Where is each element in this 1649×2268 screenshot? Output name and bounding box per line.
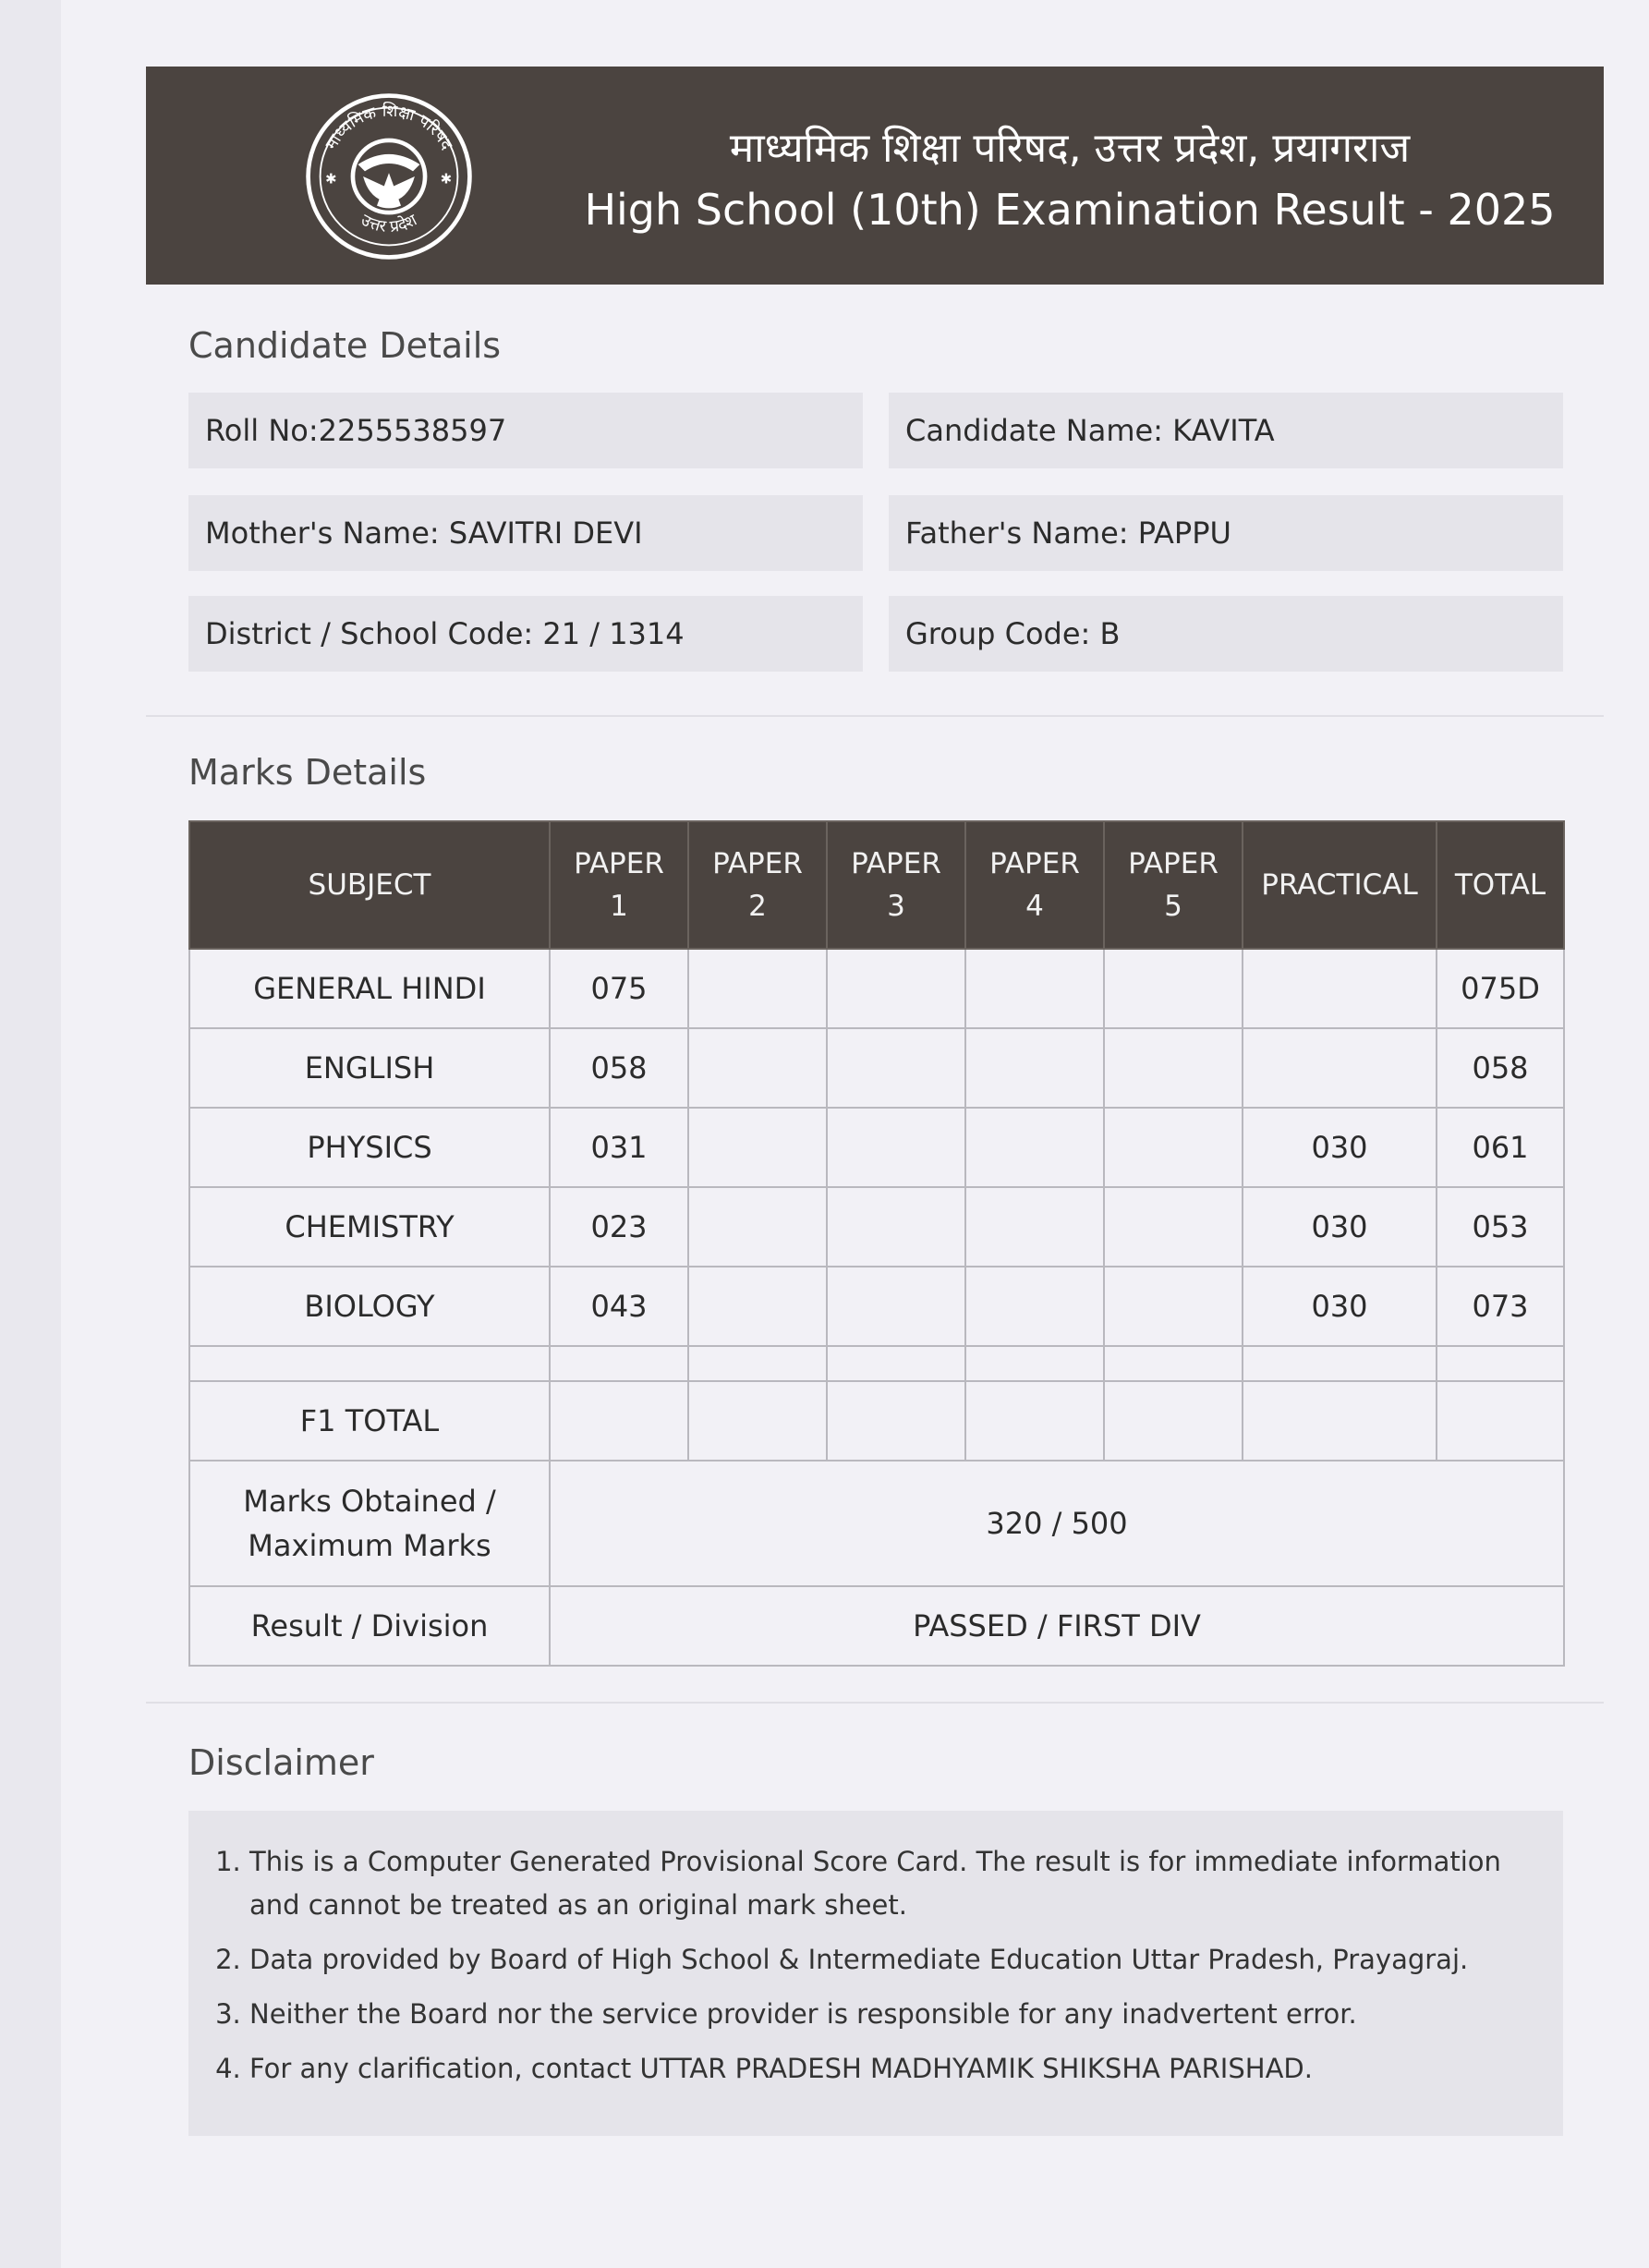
practical-cell xyxy=(1243,1028,1437,1108)
table-row xyxy=(189,949,1564,1028)
subject-cell: PHYSICS xyxy=(189,1108,550,1187)
disclaimer-heading: Disclaimer xyxy=(188,1742,374,1783)
paper-1-cell: 075 xyxy=(550,949,688,1028)
paper-2-cell xyxy=(688,1108,827,1187)
subject-cell: BIOLOGY xyxy=(189,1267,550,1346)
header-paper-4: PAPER 4 xyxy=(965,821,1104,949)
father-name-field: Father's Name: PAPPU xyxy=(889,495,1563,571)
header-subject: SUBJECT xyxy=(189,821,550,949)
candidate-name-field: Candidate Name: KAVITA xyxy=(889,393,1563,468)
svg-text:✱: ✱ xyxy=(325,170,337,188)
paper-3-cell xyxy=(827,1028,965,1108)
group-code-field: Group Code: B xyxy=(889,596,1563,672)
table-row xyxy=(189,1187,1564,1267)
paper-4-cell xyxy=(965,1028,1104,1108)
f1-total-row xyxy=(189,1381,1564,1461)
board-name-hindi: माध्यमिक शिक्षा परिषद, उत्तर प्रदेश, प्रयागराज xyxy=(729,125,1411,172)
marks-table xyxy=(188,820,1565,1667)
header-total: TOTAL xyxy=(1437,821,1564,949)
svg-text:उत्तर प्रदेश: उत्तर प्रदेश xyxy=(358,211,420,237)
list-item: 4. For any clarification, contact UTTAR PRADESH MADHYAMIK SHIKSHA PARISHAD. xyxy=(249,2047,1535,2091)
disclaimer-box xyxy=(188,1811,1563,2136)
paper-5-cell xyxy=(1104,1108,1243,1187)
roll-number-field: Roll No:2255538597 xyxy=(188,393,863,468)
table-row xyxy=(189,1028,1564,1108)
total-cell: 073 xyxy=(1437,1267,1564,1346)
subject-cell: GENERAL HINDI xyxy=(189,949,550,1028)
svg-text:✱: ✱ xyxy=(440,170,453,188)
result-division-row xyxy=(189,1586,1564,1666)
paper-4-cell xyxy=(965,1108,1104,1187)
header-practical: PRACTICAL xyxy=(1243,821,1437,949)
result-header xyxy=(146,67,1604,285)
paper-5-cell xyxy=(1104,949,1243,1028)
empty-spacer-row xyxy=(189,1346,1564,1381)
header-paper-3: PAPER 3 xyxy=(827,821,965,949)
paper-1-cell: 023 xyxy=(550,1187,688,1267)
table-row xyxy=(189,1108,1564,1187)
list-item: 3. Neither the Board nor the service provider is responsible for any inadvertent error. xyxy=(249,1993,1535,2036)
header-paper-2: PAPER 2 xyxy=(688,821,827,949)
subject-cell: ENGLISH xyxy=(189,1028,550,1108)
marks-table-header-row xyxy=(189,821,1564,949)
svg-text:माध्यमिक शिक्षा परिषद: माध्यमिक शिक्षा परिषद xyxy=(321,102,456,153)
paper-3-cell xyxy=(827,949,965,1028)
table-row xyxy=(189,1267,1564,1346)
marks-details-heading: Marks Details xyxy=(188,752,427,793)
practical-cell xyxy=(1243,949,1437,1028)
paper-5-cell xyxy=(1104,1187,1243,1267)
total-cell: 053 xyxy=(1437,1187,1564,1267)
f1-total-label: F1 TOTAL xyxy=(189,1381,550,1461)
board-seal-logo xyxy=(303,91,475,262)
total-cell: 075D xyxy=(1437,949,1564,1028)
paper-3-cell xyxy=(827,1267,965,1346)
practical-cell: 030 xyxy=(1243,1187,1437,1267)
district-school-code-field: District / School Code: 21 / 1314 xyxy=(188,596,863,672)
list-item: 2. Data provided by Board of High School & Intermediate Education Uttar Pradesh, Prayagraj. xyxy=(249,1938,1535,1982)
list-item: 1. This is a Computer Generated Provisional Score Card. The result is for immediate information and cannot be treated as an original mark sheet. xyxy=(249,1840,1535,1927)
practical-cell: 030 xyxy=(1243,1108,1437,1187)
paper-2-cell xyxy=(688,949,827,1028)
total-cell: 061 xyxy=(1437,1108,1564,1187)
practical-cell: 030 xyxy=(1243,1267,1437,1346)
section-divider xyxy=(146,1702,1604,1704)
header-paper-1: PAPER 1 xyxy=(550,821,688,949)
paper-2-cell xyxy=(688,1187,827,1267)
result-division-value: PASSED / FIRST DIV xyxy=(550,1586,1564,1666)
result-division-label: Result / Division xyxy=(189,1586,550,1666)
marks-obtained-label: Marks Obtained / Maximum Marks xyxy=(189,1461,550,1586)
paper-5-cell xyxy=(1104,1267,1243,1346)
paper-1-cell: 058 xyxy=(550,1028,688,1108)
subject-cell: CHEMISTRY xyxy=(189,1187,550,1267)
paper-4-cell xyxy=(965,1187,1104,1267)
total-cell: 058 xyxy=(1437,1028,1564,1108)
section-divider xyxy=(146,715,1604,717)
marks-obtained-value: 320 / 500 xyxy=(550,1461,1564,1586)
header-paper-5: PAPER 5 xyxy=(1104,821,1243,949)
paper-2-cell xyxy=(688,1028,827,1108)
paper-3-cell xyxy=(827,1187,965,1267)
result-title: High School (10th) Examination Result - 2025 xyxy=(584,185,1556,235)
paper-1-cell: 043 xyxy=(550,1267,688,1346)
marks-obtained-row xyxy=(189,1461,1564,1586)
paper-3-cell xyxy=(827,1108,965,1187)
paper-2-cell xyxy=(688,1267,827,1346)
mother-name-field: Mother's Name: SAVITRI DEVI xyxy=(188,495,863,571)
paper-4-cell xyxy=(965,949,1104,1028)
disclaimer-list xyxy=(216,1840,1535,2091)
paper-4-cell xyxy=(965,1267,1104,1346)
candidate-details-heading: Candidate Details xyxy=(188,325,502,366)
paper-1-cell: 031 xyxy=(550,1108,688,1187)
paper-5-cell xyxy=(1104,1028,1243,1108)
